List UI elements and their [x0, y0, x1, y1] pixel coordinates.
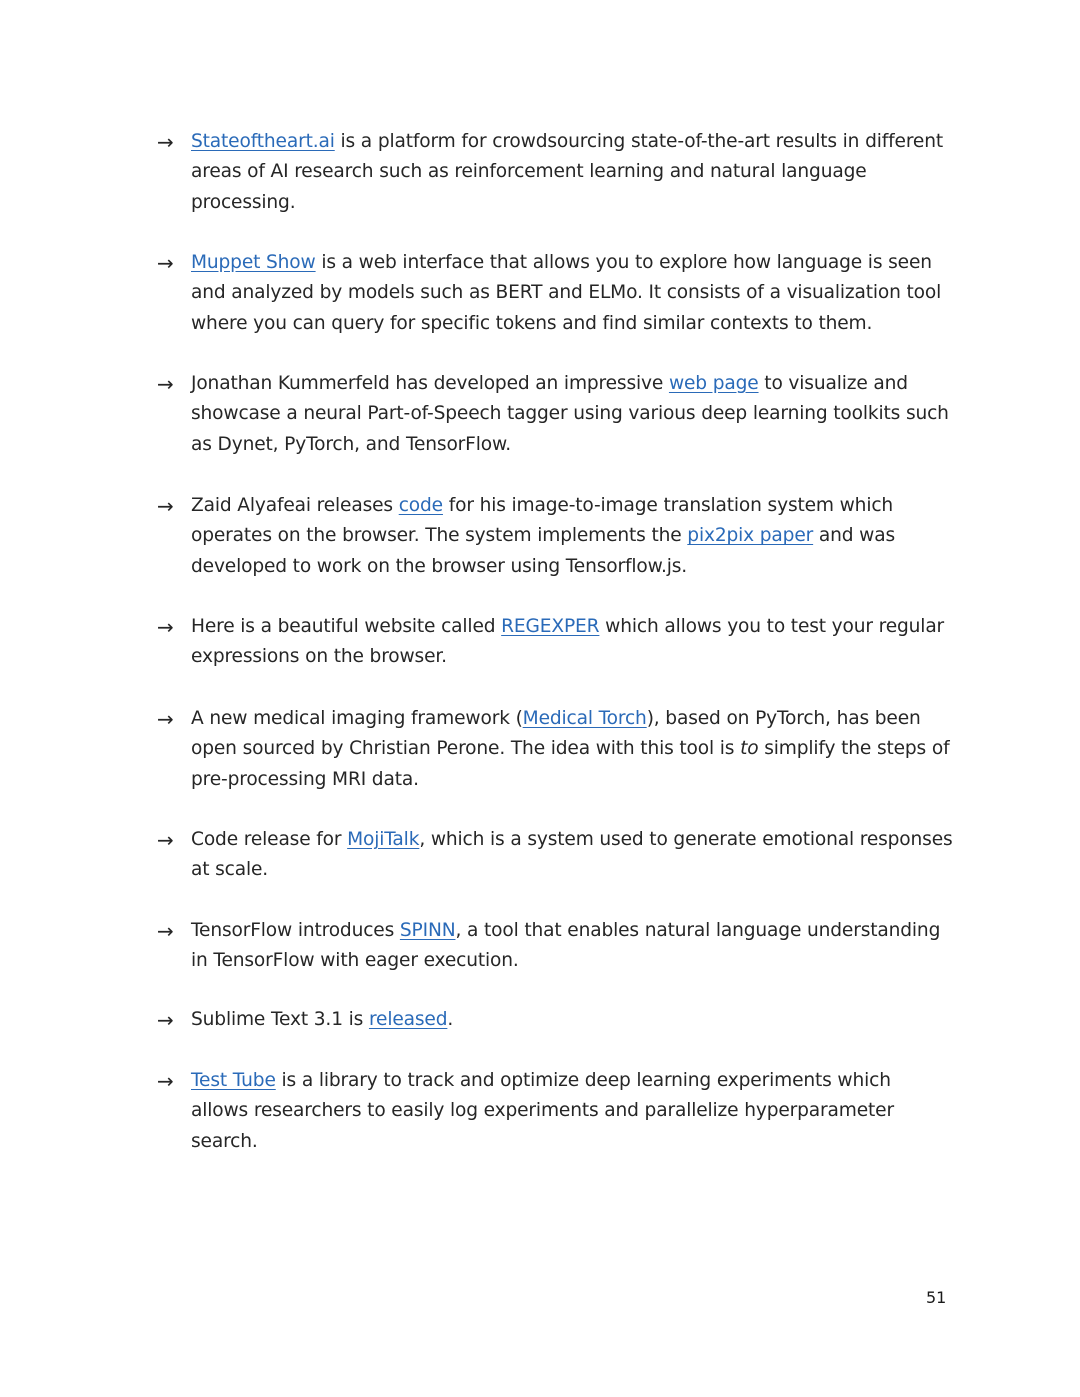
list-item-text: Code release for MojiTalk, which is a system used to generate emotional responses at scale.: [191, 829, 953, 881]
link-stateoftheart[interactable]: Stateoftheart.ai: [191, 131, 335, 152]
link-medical-torch[interactable]: Medical Torch: [522, 708, 647, 729]
link-test-tube[interactable]: Test Tube: [191, 1070, 276, 1091]
list-item-text: Zaid Alyafeai releases code for his image-to-image translation system which operates on the browser. The system implements the pix2pix paper and was developed to work on the browser using Tensorflow.js.: [191, 495, 896, 577]
link-mojitalk[interactable]: MojiTalk: [347, 829, 420, 850]
list-item-text: Test Tube is a library to track and optimize deep learning experiments which allows researchers to easily log experiments and parallelize hyperparameter search.: [191, 1070, 894, 1152]
arrow-icon: →: [157, 1069, 174, 1093]
arrow-icon: →: [157, 130, 174, 154]
arrow-icon: →: [157, 372, 174, 396]
link-muppet-show[interactable]: Muppet Show: [191, 252, 316, 273]
arrow-icon: →: [157, 1008, 174, 1032]
link-regexper[interactable]: REGEXPER: [501, 616, 600, 637]
list-item-text: Sublime Text 3.1 is released.: [191, 1009, 454, 1030]
link-spinn[interactable]: SPINN: [399, 920, 456, 941]
list-item-text: Stateoftheart.ai is a platform for crowdsourcing state-of-the-art results in different areas of AI research such as reinforcement learning and natural language processing.: [191, 131, 943, 213]
list-item-text: Muppet Show is a web interface that allows you to explore how language is seen and analyzed by models such as BERT and ELMo. It consists of a visualization tool where you can query for specific tokens and find similar contexts to them.: [191, 252, 942, 334]
link-code[interactable]: code: [398, 495, 443, 516]
page-number: 51: [926, 1288, 947, 1307]
arrow-icon: →: [157, 494, 174, 518]
arrow-icon: →: [157, 251, 174, 275]
link-web-page[interactable]: web page: [668, 373, 759, 394]
link-released[interactable]: released: [368, 1009, 448, 1030]
list-item-text: Jonathan Kummerfeld has developed an impressive web page to visualize and showcase a neural Part-of-Speech tagger using various deep learning toolkits such as Dynet, PyTorch, and TensorFlow.: [191, 373, 949, 455]
arrow-icon: →: [157, 919, 174, 943]
arrow-icon: →: [157, 615, 174, 639]
link-pix2pix-paper[interactable]: pix2pix paper: [687, 525, 814, 547]
list-item-text: Here is a beautiful website called REGEXPER which allows you to test your regular expressions on the browser.: [191, 616, 945, 668]
arrow-icon: →: [157, 828, 174, 852]
arrow-icon: →: [157, 707, 174, 731]
list-item-text: TensorFlow introduces SPINN, a tool that enables natural language understanding in TensorFlow with eager execution.: [191, 920, 941, 972]
list-item-text: A new medical imaging framework (Medical Torch), based on PyTorch, has been open sourced by Christian Perone. The idea with this tool is to simplify the steps of pre-processing MRI data.: [191, 708, 950, 790]
